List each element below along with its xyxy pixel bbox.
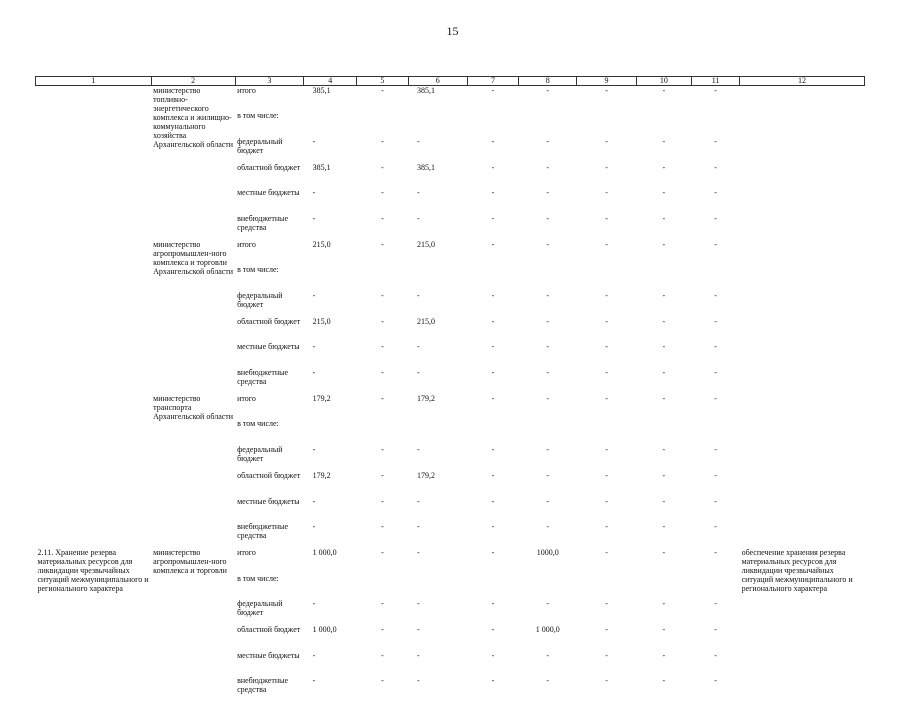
value-cell: [577, 574, 636, 600]
value-cell: -: [408, 548, 467, 574]
value-cell: -: [304, 497, 357, 523]
value-cell: -: [357, 548, 408, 574]
value-cell: -: [304, 137, 357, 163]
value-cell: -: [357, 291, 408, 317]
value-cell: -: [692, 368, 740, 394]
value-cell: -: [577, 651, 636, 677]
value-cell: -: [304, 445, 357, 471]
funding-source-cell: внебюджетные средства: [235, 368, 304, 394]
value-cell: -: [304, 522, 357, 548]
note-cell: [740, 394, 865, 548]
header-cell: 11: [692, 77, 740, 86]
header-cell: 7: [467, 77, 518, 86]
value-cell: -: [519, 522, 577, 548]
value-cell: -: [467, 86, 518, 112]
value-cell: [408, 111, 467, 137]
value-cell: -: [577, 317, 636, 343]
value-cell: -: [519, 240, 577, 266]
value-cell: -: [408, 625, 467, 651]
value-cell: -: [636, 394, 691, 420]
value-cell: 215,0: [408, 317, 467, 343]
value-cell: -: [636, 291, 691, 317]
table-body: [36, 86, 865, 702]
value-cell: -: [357, 240, 408, 266]
value-cell: 179,2: [304, 471, 357, 497]
value-cell: 1 000,0: [519, 625, 577, 651]
value-cell: -: [636, 651, 691, 677]
value-cell: -: [467, 137, 518, 163]
value-cell: [304, 265, 357, 291]
header-cell: 10: [636, 77, 691, 86]
value-cell: -: [636, 86, 691, 112]
value-cell: 1000,0: [519, 548, 577, 574]
table-row: [36, 394, 865, 420]
value-cell: -: [636, 548, 691, 574]
value-cell: -: [357, 394, 408, 420]
value-cell: -: [467, 599, 518, 625]
executor-cell: министерство агропромышлен-ного комплекса и торговли Архангельской области: [151, 240, 235, 394]
value-cell: -: [519, 137, 577, 163]
value-cell: [692, 574, 740, 600]
note-cell: [740, 86, 865, 240]
value-cell: -: [519, 291, 577, 317]
value-cell: [357, 265, 408, 291]
value-cell: -: [467, 676, 518, 702]
value-cell: -: [408, 522, 467, 548]
value-cell: 385,1: [304, 163, 357, 189]
value-cell: -: [408, 342, 467, 368]
funding-source-cell: внебюджетные средства: [235, 522, 304, 548]
value-cell: -: [357, 163, 408, 189]
value-cell: [467, 265, 518, 291]
value-cell: -: [357, 317, 408, 343]
value-cell: [692, 419, 740, 445]
value-cell: -: [467, 522, 518, 548]
value-cell: -: [357, 522, 408, 548]
value-cell: [692, 111, 740, 137]
value-cell: 1 000,0: [304, 625, 357, 651]
note-cell: [740, 240, 865, 394]
value-cell: -: [408, 599, 467, 625]
funding-source-cell: итого: [235, 548, 304, 574]
value-cell: -: [467, 188, 518, 214]
value-cell: [357, 574, 408, 600]
value-cell: [636, 419, 691, 445]
value-cell: -: [467, 625, 518, 651]
value-cell: -: [636, 342, 691, 368]
value-cell: -: [692, 522, 740, 548]
value-cell: -: [577, 445, 636, 471]
funding-source-cell: областной бюджет: [235, 163, 304, 189]
value-cell: -: [519, 368, 577, 394]
value-cell: -: [357, 188, 408, 214]
value-cell: -: [636, 317, 691, 343]
header-cell: 3: [235, 77, 304, 86]
value-cell: 215,0: [304, 317, 357, 343]
value-cell: -: [577, 137, 636, 163]
header-cell: 2: [151, 77, 235, 86]
value-cell: [636, 574, 691, 600]
value-cell: -: [577, 676, 636, 702]
value-cell: -: [357, 471, 408, 497]
value-cell: -: [304, 291, 357, 317]
value-cell: -: [519, 163, 577, 189]
value-cell: -: [692, 548, 740, 574]
value-cell: -: [636, 676, 691, 702]
value-cell: -: [577, 548, 636, 574]
value-cell: -: [408, 497, 467, 523]
value-cell: 385,1: [408, 86, 467, 112]
value-cell: -: [408, 368, 467, 394]
value-cell: -: [519, 497, 577, 523]
value-cell: -: [636, 188, 691, 214]
value-cell: 385,1: [408, 163, 467, 189]
value-cell: [304, 111, 357, 137]
executor-cell: министерство агропромышлен-ного комплекса и торговли: [151, 548, 235, 702]
value-cell: -: [467, 163, 518, 189]
value-cell: -: [577, 163, 636, 189]
value-cell: -: [577, 522, 636, 548]
funding-source-cell: областной бюджет: [235, 317, 304, 343]
value-cell: -: [577, 342, 636, 368]
value-cell: 1 000,0: [304, 548, 357, 574]
table-row: [36, 240, 865, 266]
value-cell: 179,2: [304, 394, 357, 420]
value-cell: -: [467, 394, 518, 420]
value-cell: -: [357, 445, 408, 471]
value-cell: -: [408, 214, 467, 240]
header-cell: 5: [357, 77, 408, 86]
value-cell: -: [519, 471, 577, 497]
value-cell: -: [636, 368, 691, 394]
funding-source-cell: федеральный бюджет: [235, 445, 304, 471]
header-cell: 9: [577, 77, 636, 86]
value-cell: -: [692, 86, 740, 112]
value-cell: -: [467, 497, 518, 523]
funding-source-cell: местные бюджеты: [235, 342, 304, 368]
value-cell: -: [357, 86, 408, 112]
program-cell: [36, 240, 152, 394]
funding-source-cell: местные бюджеты: [235, 497, 304, 523]
value-cell: -: [577, 291, 636, 317]
value-cell: -: [467, 317, 518, 343]
value-cell: -: [692, 317, 740, 343]
value-cell: -: [692, 676, 740, 702]
value-cell: -: [304, 651, 357, 677]
value-cell: -: [577, 394, 636, 420]
value-cell: [519, 419, 577, 445]
value-cell: -: [636, 471, 691, 497]
value-cell: -: [519, 445, 577, 471]
value-cell: -: [467, 214, 518, 240]
table-row: [36, 548, 865, 574]
funding-source-cell: итого: [235, 86, 304, 112]
value-cell: -: [357, 651, 408, 677]
value-cell: -: [577, 599, 636, 625]
program-table: [35, 76, 865, 702]
value-cell: [304, 574, 357, 600]
executor-cell: министерство топливно-энергетического комплекса и жилищно-коммунального хозяйства Архангельской области: [151, 86, 235, 240]
value-cell: -: [304, 368, 357, 394]
funding-source-cell: итого: [235, 240, 304, 266]
program-cell: [36, 86, 152, 240]
value-cell: [357, 111, 408, 137]
value-cell: -: [636, 497, 691, 523]
value-cell: -: [357, 342, 408, 368]
value-cell: 385,1: [304, 86, 357, 112]
value-cell: -: [636, 214, 691, 240]
value-cell: -: [577, 86, 636, 112]
value-cell: -: [519, 342, 577, 368]
value-cell: -: [692, 291, 740, 317]
value-cell: [304, 419, 357, 445]
funding-source-cell: внебюджетные средства: [235, 676, 304, 702]
value-cell: -: [692, 445, 740, 471]
value-cell: -: [519, 214, 577, 240]
value-cell: -: [636, 445, 691, 471]
value-cell: -: [692, 163, 740, 189]
value-cell: [519, 574, 577, 600]
value-cell: -: [357, 625, 408, 651]
value-cell: -: [636, 163, 691, 189]
value-cell: -: [304, 676, 357, 702]
value-cell: -: [692, 651, 740, 677]
value-cell: -: [408, 137, 467, 163]
value-cell: -: [519, 394, 577, 420]
value-cell: -: [636, 137, 691, 163]
value-cell: -: [577, 368, 636, 394]
value-cell: [692, 265, 740, 291]
value-cell: -: [577, 188, 636, 214]
funding-source-cell: в том числе:: [235, 111, 304, 137]
funding-source-cell: местные бюджеты: [235, 651, 304, 677]
value-cell: -: [692, 394, 740, 420]
value-cell: [519, 111, 577, 137]
value-cell: [467, 419, 518, 445]
value-cell: [408, 265, 467, 291]
funding-source-cell: в том числе:: [235, 265, 304, 291]
value-cell: -: [692, 497, 740, 523]
value-cell: -: [467, 651, 518, 677]
value-cell: -: [692, 342, 740, 368]
value-cell: -: [519, 86, 577, 112]
value-cell: -: [467, 471, 518, 497]
value-cell: -: [519, 599, 577, 625]
funding-source-cell: федеральный бюджет: [235, 599, 304, 625]
value-cell: -: [357, 497, 408, 523]
value-cell: -: [467, 548, 518, 574]
value-cell: -: [519, 317, 577, 343]
value-cell: -: [577, 625, 636, 651]
value-cell: -: [577, 497, 636, 523]
value-cell: -: [408, 445, 467, 471]
value-cell: [467, 111, 518, 137]
value-cell: 215,0: [304, 240, 357, 266]
value-cell: -: [467, 291, 518, 317]
funding-source-cell: итого: [235, 394, 304, 420]
note-cell: обеспечение хранения резерва материальных ресурсов для ликвидации чрезвычайных ситуаций межмуниципального и регионального характера: [740, 548, 865, 702]
value-cell: -: [692, 471, 740, 497]
value-cell: 215,0: [408, 240, 467, 266]
value-cell: [357, 419, 408, 445]
value-cell: -: [577, 214, 636, 240]
value-cell: -: [357, 137, 408, 163]
funding-source-cell: внебюджетные средства: [235, 214, 304, 240]
value-cell: 179,2: [408, 471, 467, 497]
value-cell: -: [467, 342, 518, 368]
value-cell: -: [692, 599, 740, 625]
executor-cell: министерство транспорта Архангельской области: [151, 394, 235, 548]
value-cell: -: [408, 188, 467, 214]
header-cell: 4: [304, 77, 357, 86]
value-cell: -: [408, 651, 467, 677]
program-cell: 2.11. Хранение резерва материальных ресурсов для ликвидации чрезвычайных ситуаций межмуниципального и регионального характера: [36, 548, 152, 702]
funding-source-cell: федеральный бюджет: [235, 137, 304, 163]
header-cell: 8: [519, 77, 577, 86]
value-cell: [408, 574, 467, 600]
value-cell: -: [408, 291, 467, 317]
funding-source-cell: местные бюджеты: [235, 188, 304, 214]
header-row: [36, 77, 865, 86]
funding-source-cell: областной бюджет: [235, 625, 304, 651]
value-cell: -: [357, 599, 408, 625]
value-cell: -: [467, 445, 518, 471]
value-cell: -: [519, 651, 577, 677]
value-cell: -: [636, 599, 691, 625]
value-cell: [408, 419, 467, 445]
value-cell: -: [636, 522, 691, 548]
value-cell: [636, 265, 691, 291]
page-number: 15: [0, 24, 905, 39]
value-cell: -: [692, 214, 740, 240]
value-cell: -: [304, 342, 357, 368]
header-cell: 12: [740, 77, 865, 86]
value-cell: [519, 265, 577, 291]
program-cell: [36, 394, 152, 548]
value-cell: -: [304, 188, 357, 214]
value-cell: -: [304, 599, 357, 625]
funding-source-cell: в том числе:: [235, 419, 304, 445]
value-cell: [636, 111, 691, 137]
value-cell: -: [692, 625, 740, 651]
value-cell: -: [692, 240, 740, 266]
value-cell: -: [357, 368, 408, 394]
value-cell: [577, 419, 636, 445]
header-cell: 6: [408, 77, 467, 86]
value-cell: -: [408, 676, 467, 702]
value-cell: -: [519, 188, 577, 214]
funding-source-cell: федеральный бюджет: [235, 291, 304, 317]
value-cell: -: [357, 676, 408, 702]
value-cell: -: [577, 240, 636, 266]
value-cell: [467, 574, 518, 600]
value-cell: [577, 111, 636, 137]
value-cell: -: [357, 214, 408, 240]
value-cell: 179,2: [408, 394, 467, 420]
value-cell: -: [467, 368, 518, 394]
header-cell: 1: [36, 77, 152, 86]
value-cell: -: [636, 625, 691, 651]
value-cell: -: [467, 240, 518, 266]
funding-source-cell: областной бюджет: [235, 471, 304, 497]
value-cell: -: [636, 240, 691, 266]
table-row: [36, 86, 865, 112]
funding-source-cell: в том числе:: [235, 574, 304, 600]
value-cell: -: [692, 188, 740, 214]
value-cell: -: [692, 137, 740, 163]
value-cell: -: [304, 214, 357, 240]
value-cell: [577, 265, 636, 291]
value-cell: -: [577, 471, 636, 497]
value-cell: -: [519, 676, 577, 702]
